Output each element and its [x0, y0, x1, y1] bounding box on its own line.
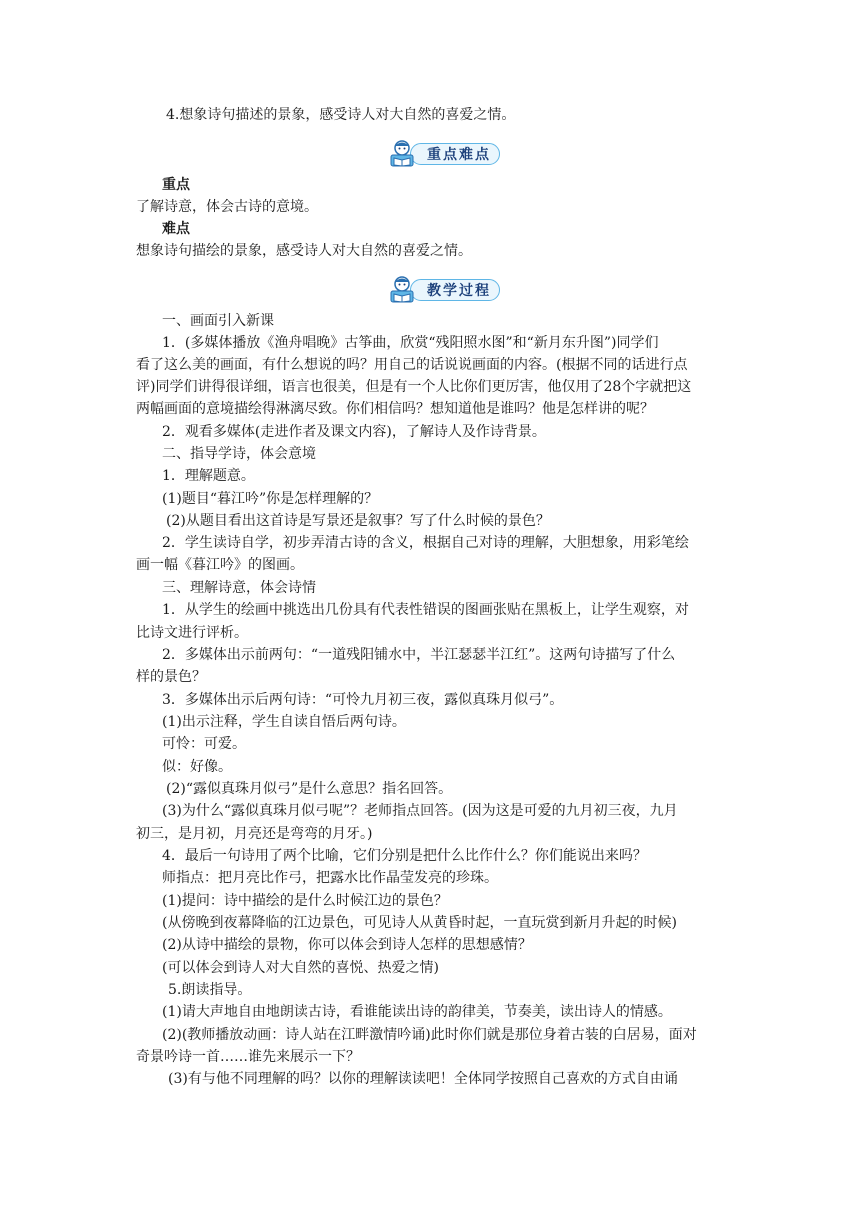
section-3-heading: 三、理解诗意，体会诗情: [162, 580, 316, 596]
paragraph-line: 师指点：把月亮比作弓，把露水比作晶莹发亮的珍珠。: [162, 870, 498, 886]
paragraph-line: 看了这么美的画面，有什么想说的吗？用自己的话说说画面的内容。(根据不同的话进行点: [136, 357, 688, 373]
section-2-heading: 二、指导学诗，体会意境: [162, 446, 316, 462]
paragraph-line: 评)同学们讲得很详细，语言也很美，但是有一个人比你们更厉害，他仅用了28个字就把这: [136, 379, 692, 395]
paragraph-line: 1．理解题意。: [162, 468, 255, 484]
paragraph-line: (3)为什么“露似真珠月似弓呢”？老师指点回答。(因为这是可爱的九月初三夜，九月: [162, 803, 678, 819]
heading-difficulty: 难点: [162, 221, 190, 237]
paragraph-line: 1．(多媒体播放《渔舟唱晚》古筝曲，欣赏“残阳照水图”和“新月东升图”)同学们: [162, 335, 659, 351]
difficulty-text: 想象诗句描绘的景象，感受诗人对大自然的喜爱之情。: [136, 243, 472, 259]
paragraph-line: 4．最后一句诗用了两个比喻，它们分别是把什么比作什么？你们能说出来吗？: [162, 848, 647, 864]
paragraph-line: 奇景吟诗一首……谁先来展示一下？: [136, 1049, 360, 1065]
paragraph-line: 1．从学生的绘画中挑选出几份具有代表性错误的图画张贴在黑板上，让学生观察，对: [162, 602, 689, 618]
paragraph-line: 比诗文进行评析。: [136, 625, 248, 641]
paragraph-line: (1)提问：诗中描绘的是什么时候江边的景色？: [162, 893, 448, 909]
paragraph-line: 可怜：可爱。: [162, 736, 246, 752]
key-points-banner: [386, 140, 502, 168]
key-points-label: 重点难点: [410, 143, 500, 165]
paragraph-line: 3．多媒体出示后两句诗：“可怜九月初三夜，露似真珠月似弓”。: [162, 692, 564, 708]
paragraph-line: 2．多媒体出示前两句：“一道残阳铺水中，半江瑟瑟半江红”。这两句诗描写了什么: [162, 647, 676, 663]
paragraph-line: (可以体会到诗人对大自然的喜悦、热爱之情): [162, 960, 439, 976]
paragraph-line: (从傍晚到夜幕降临的江边景色，可见诗人从黄昏时起，一直玩赏到新月升起的时候): [162, 915, 677, 931]
student-reading-icon: [386, 139, 418, 169]
section-1-heading: 一、画面引入新课: [162, 313, 274, 329]
student-reading-icon: [386, 275, 418, 305]
process-banner: [386, 276, 502, 304]
paragraph-line: 5.朗读指导。: [168, 982, 252, 998]
paragraph-line: 似：好像。: [162, 759, 232, 775]
paragraph-line: (2)从诗中描绘的景物，你可以体会到诗人怎样的思想感情？: [162, 937, 532, 953]
process-label: 教学过程: [410, 279, 500, 301]
paragraph-line: 2．学生读诗自学，初步弄清古诗的含义，根据自己对诗的理解，大胆想象，用彩笔绘: [162, 535, 689, 551]
paragraph-line: 2．观看多媒体(走进作者及课文内容)，了解诗人及作诗背景。: [162, 424, 546, 440]
heading-key-point: 重点: [162, 177, 190, 193]
paragraph-line: 初三，是月初，月亮还是弯弯的月牙。): [136, 826, 373, 842]
paragraph-line: (1)出示注释，学生自读自悟后两句诗。: [162, 714, 406, 730]
key-point-text: 了解诗意，体会古诗的意境。: [136, 199, 318, 215]
paragraph-line: (2)从题目看出这首诗是写景还是叙事？写了什么时候的景色？: [166, 513, 550, 529]
paragraph-line: (1)请大声地自由地朗读古诗，看谁能读出诗的韵律美，节奏美，读出诗人的情感。: [162, 1004, 672, 1020]
paragraph-line: 样的景色？: [136, 669, 206, 685]
objective-4: 4.想象诗句描述的景象，感受诗人对大自然的喜爱之情。: [166, 107, 516, 123]
paragraph-line: (1)题目“暮江吟”你是怎样理解的？: [162, 491, 379, 507]
paragraph-line: (3)有与他不同理解的吗？以你的理解读读吧！全体同学按照自己喜欢的方式自由诵: [168, 1071, 678, 1087]
paragraph-line: 两幅画面的意境描绘得淋漓尽致。你们相信吗？想知道他是谁吗？他是怎样讲的呢？: [136, 401, 654, 417]
paragraph-line: (2)(教师播放动画：诗人站在江畔激情吟诵)此时你们就是那位身着古装的白居易，面对: [162, 1027, 697, 1043]
paragraph-line: 画一幅《暮江吟》的图画。: [136, 557, 304, 573]
paragraph-line: (2)“露似真珠月似弓”是什么意思？指名回答。: [166, 781, 453, 797]
